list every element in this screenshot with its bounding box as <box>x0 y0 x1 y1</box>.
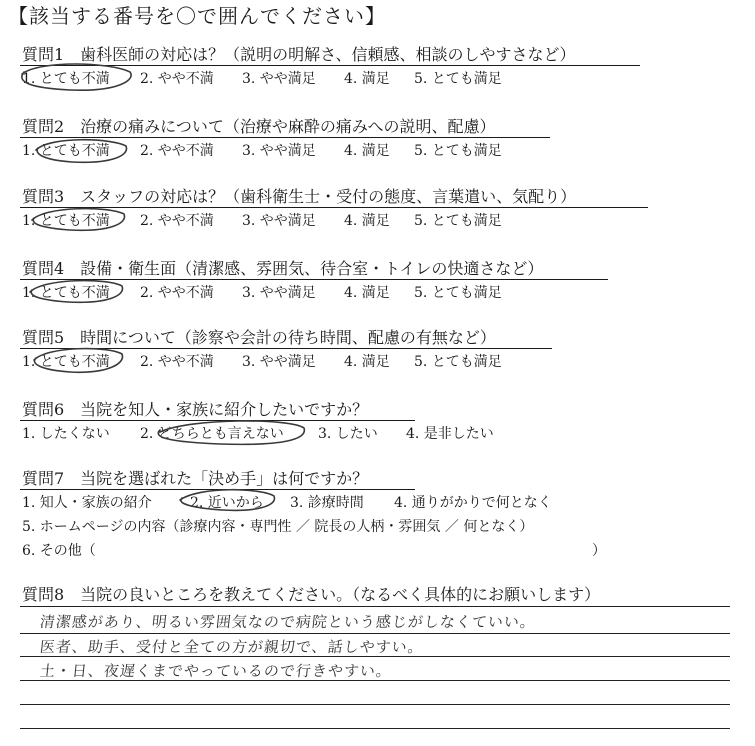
q1-option-3[interactable]: 3. やや満足 <box>242 71 316 87</box>
q1-option-5[interactable]: 5. とても満足 <box>414 71 502 87</box>
q4-option-4[interactable]: 4. 満足 <box>344 285 390 301</box>
q1-option-1[interactable]: 1. とても不満 <box>22 71 110 87</box>
question-5-underline <box>20 348 552 349</box>
q3-option-3[interactable]: 3. やや満足 <box>242 213 316 229</box>
q4-option-2[interactable]: 2. やや不満 <box>140 285 214 301</box>
question-4-options <box>22 282 502 302</box>
q5-option-2[interactable]: 2. やや不満 <box>140 354 214 370</box>
question-6-options <box>22 423 494 443</box>
q1-option-4[interactable]: 4. 満足 <box>344 71 390 87</box>
question-8-title: 質問8 当院の良いところを教えてください。（なるべく具体的にお願いします） <box>22 585 601 604</box>
question-7-options-row-3 <box>22 540 612 560</box>
q7-option-6[interactable]: 6. その他（ <box>22 543 96 559</box>
q7-option-6-close: ） <box>592 543 606 559</box>
q4-option-1[interactable]: 1. とても不満 <box>22 285 110 301</box>
question-7-title: 質問7 当院を選ばれた「決め手」は何ですか？ <box>22 469 369 488</box>
q7-option-2[interactable]: 2. 近いから <box>190 495 264 511</box>
q5-option-1[interactable]: 1. とても不満 <box>22 354 110 370</box>
question-7-underline <box>20 489 415 490</box>
q3-option-2[interactable]: 2. やや不満 <box>140 213 214 229</box>
question-6-title: 質問6 当院を知人・家族に紹介したいですか？ <box>22 400 369 419</box>
q5-option-4[interactable]: 4. 満足 <box>344 354 390 370</box>
question-1-options <box>22 68 502 88</box>
q2-option-1[interactable]: 1. とても不満 <box>22 143 110 159</box>
q2-option-4[interactable]: 4. 満足 <box>344 143 390 159</box>
handwritten-answer-1: 清潔感があり、明るい雰囲気なので病院という感じがしなくていい。 <box>39 613 537 631</box>
handwritten-answer-3: 土・日、夜遅くまでやっているので行きやすい。 <box>39 662 393 680</box>
question-2-underline <box>20 137 550 138</box>
q4-option-3[interactable]: 3. やや満足 <box>242 285 316 301</box>
q2-option-5[interactable]: 5. とても満足 <box>414 143 502 159</box>
q6-option-4[interactable]: 4. 是非したい <box>406 426 494 442</box>
question-5-options <box>22 351 502 371</box>
question-3-options <box>22 210 502 230</box>
question-4-underline <box>20 279 608 280</box>
q6-option-2[interactable]: 2. どちらとも言えない <box>140 426 284 442</box>
answer-rule-1 <box>20 606 730 607</box>
q2-option-2[interactable]: 2. やや不満 <box>140 143 214 159</box>
q3-option-4[interactable]: 4. 満足 <box>344 213 390 229</box>
instruction-header: 【該当する番号を〇で囲んでください】 <box>8 4 386 28</box>
question-2-options <box>22 140 502 160</box>
q5-option-3[interactable]: 3. やや満足 <box>242 354 316 370</box>
q7-option-5[interactable]: 5. ホームページの内容（診療内容・専門性 ／ 院長の人柄・雰囲気 ／ 何となく） <box>22 519 534 535</box>
question-1-title: 質問1 歯科医師の対応は？（説明の明解さ、信頼感、相談のしやすさなど） <box>22 45 576 64</box>
question-1-underline <box>20 65 640 66</box>
q2-option-3[interactable]: 3. やや満足 <box>242 143 316 159</box>
q7-option-3[interactable]: 3. 診療時間 <box>290 495 364 511</box>
answer-rule-2 <box>20 633 730 634</box>
question-4-title: 質問4 設備・衛生面（清潔感、雰囲気、待合室・トイレの快適さなど） <box>22 259 544 278</box>
handwritten-answer-2: 医者、助手、受付と全ての方が親切で、話しやすい。 <box>39 638 425 656</box>
q7-option-4[interactable]: 4. 通りがかりで何となく <box>394 495 552 511</box>
question-5-title: 質問5 時間について（診察や会計の待ち時間、配慮の有無など） <box>22 328 496 347</box>
question-6-underline <box>20 420 415 421</box>
answer-rule-6 <box>20 728 730 729</box>
q5-option-5[interactable]: 5. とても満足 <box>414 354 502 370</box>
q1-option-2[interactable]: 2. やや不満 <box>140 71 214 87</box>
question-7-options-row-1 <box>22 492 552 512</box>
q6-option-1[interactable]: 1. したくない <box>22 426 110 442</box>
q7-option-1[interactable]: 1. 知人・家族の紹介 <box>22 495 152 511</box>
question-3-title: 質問3 スタッフの対応は？（歯科衛生士・受付の態度、言葉遣い、気配り） <box>22 187 577 206</box>
q6-option-3[interactable]: 3. したい <box>318 426 378 442</box>
question-2-title: 質問2 治療の痛みについて（治療や麻酔の痛みへの説明、配慮） <box>22 117 496 136</box>
q3-option-5[interactable]: 5. とても満足 <box>414 213 502 229</box>
question-7-options-row-2 <box>22 516 533 536</box>
q4-option-5[interactable]: 5. とても満足 <box>414 285 502 301</box>
q3-option-1[interactable]: 1. とても不満 <box>22 213 110 229</box>
question-3-underline <box>20 207 648 208</box>
answer-rule-5 <box>20 704 730 705</box>
